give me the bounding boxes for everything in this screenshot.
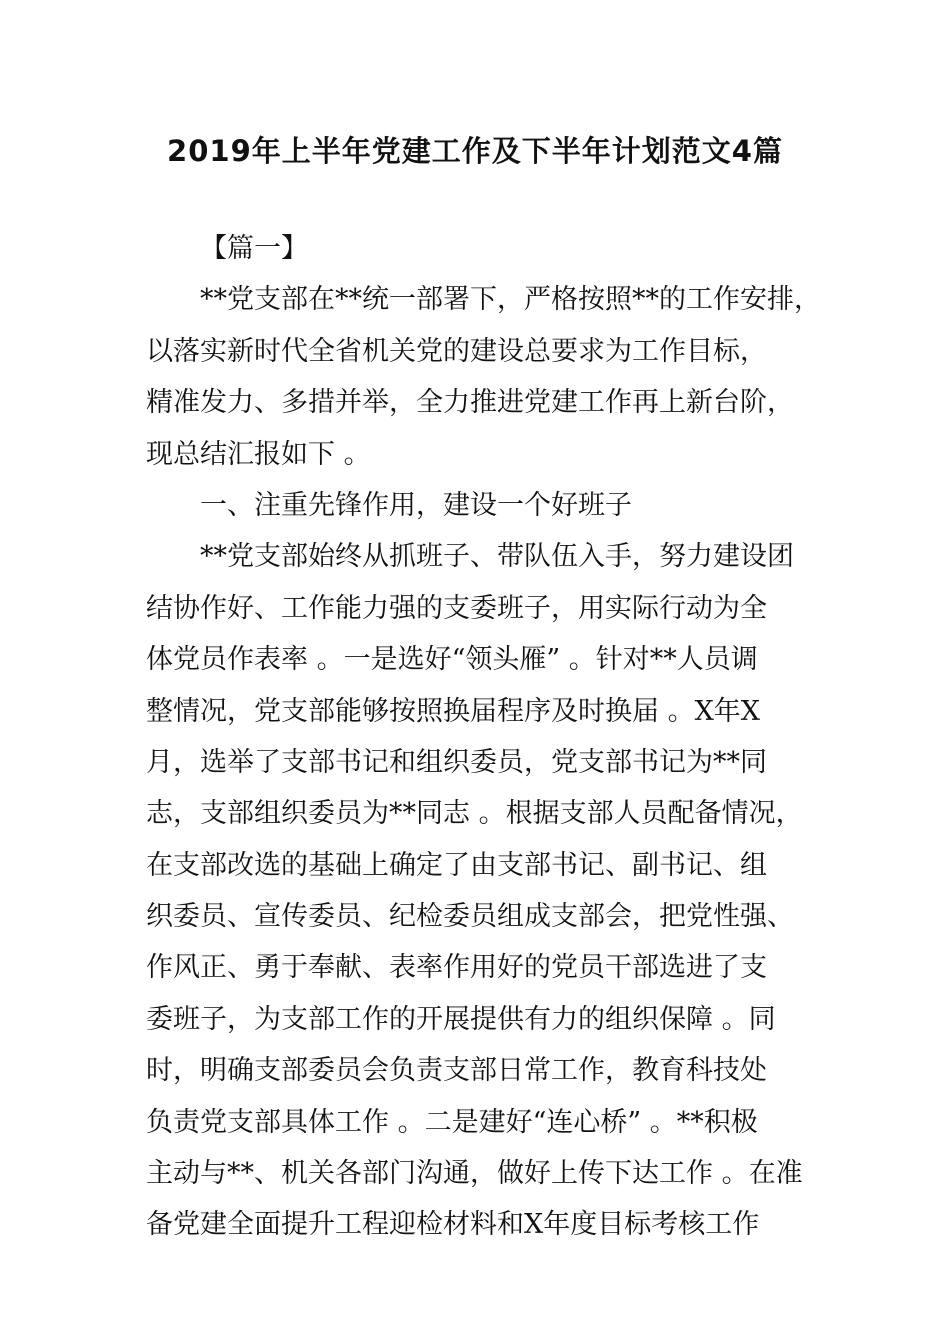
paragraph-line: 在支部改选的基础上确定了由支部书记、副书记、组	[146, 849, 767, 881]
document-body	[146, 223, 821, 1251]
document-title: 2019年上半年党建工作及下半年计划范文4篇	[167, 134, 783, 168]
section-heading: 【篇一】	[146, 233, 308, 264]
paragraph-line: 以落实新时代全省机关党的建设总要求为工作目标，	[146, 335, 767, 367]
paragraph-line: 结协作好、工作能力强的支委班子，用实际行动为全	[146, 592, 767, 624]
paragraph-line: 备党建全面提升工程迎检材料和X年度目标考核工作	[146, 1209, 760, 1241]
paragraph-line: 委班子，为支部工作的开展提供有力的组织保障 。同	[146, 1003, 776, 1035]
paragraph-line: 体党员作表率 。一是选好“领头雁” 。针对**人员调	[146, 644, 758, 676]
paragraph-line: 负责党支部具体工作 。二是建好“连心桥” 。**积极	[146, 1106, 758, 1138]
paragraph-line: 志，支部组织委员为**同志 。根据支部人员配备情况，	[146, 798, 803, 830]
paragraph-line: **党支部在**统一部署下，严格按照**的工作安排，	[146, 284, 821, 316]
paragraph-line: 现总结汇报如下 。	[146, 438, 371, 470]
paragraph-line: 整情况，党支部能够按照换届程序及时换届 。X年X	[146, 695, 761, 727]
subsection-heading: 一、注重先锋作用，建设一个好班子	[146, 489, 632, 521]
paragraph-line: 主动与**、机关各部门沟通，做好上传下达工作 。在准	[146, 1158, 803, 1190]
paragraph-line: 精准发力、多措并举，全力推进党建工作再上新台阶，	[146, 387, 794, 419]
paragraph-line: **党支部始终从抓班子、带队伍入手，努力建设团	[146, 541, 794, 573]
paragraph-line: 时，明确支部委员会负责支部日常工作，教育科技处	[146, 1055, 767, 1087]
paragraph-line: 月，选举了支部书记和组织委员，党支部书记为**同	[146, 746, 767, 778]
paragraph-line: 织委员、宣传委员、纪检委员组成支部会，把党性强、	[146, 901, 794, 933]
paragraph-line: 作风正、勇于奉献、表率作用好的党员干部选进了支	[146, 952, 767, 984]
